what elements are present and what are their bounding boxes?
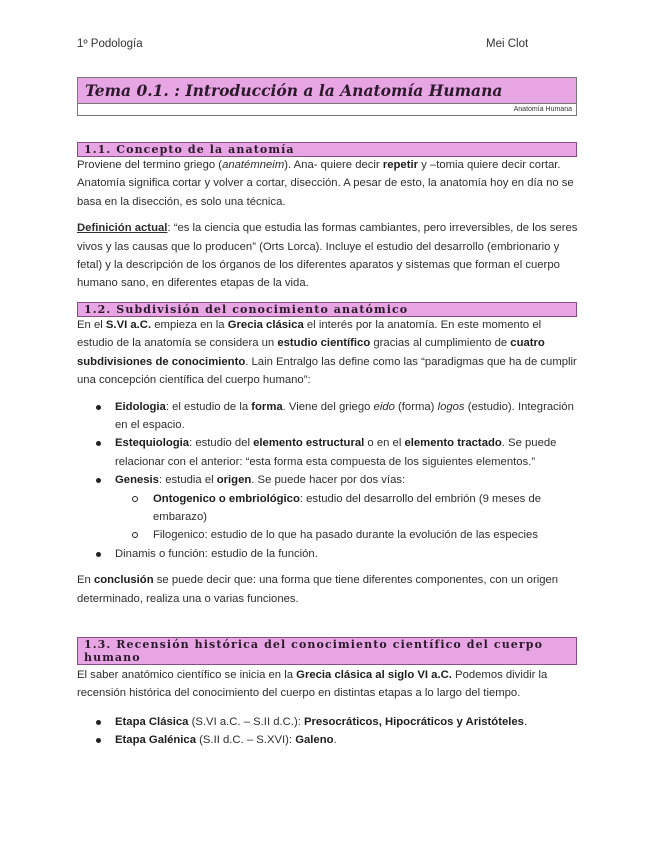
paragraph: En el S.VI a.C. empieza en la Grecia clásica el interés por la anatomía. En este momento el estudio de la anatomía se considera un estudio científico gracias al cumplimiento de cuatro subdivisiones de conocimiento. Lain Entralgo las define como las “paradigmas que ha de cumplir una concepción científica del cuerpo humano”:: [77, 319, 577, 387]
list-item: Genesis: estudia el origen. Se puede hacer por dos vías: Ontogenico o embriológico: estudio del desarrollo del embrión (9 meses de embarazo) Filogenico: estudio de lo que ha pasado durante la evolución de las especies: [77, 471, 580, 545]
list-item: Etapa Clásica (S.VI a.C. – S.II d.C.): Presocráticos, Hipocráticos y Aristóteles.: [77, 713, 580, 731]
section-heading-1-2: 1.2. Subdivisión del conocimiento anatómico: [77, 302, 577, 317]
definition-paragraph: Definición actual: “es la ciencia que estudia las formas cambiantes, pero irreversibles, de los seres vivos y las causas que lo producen” (Orts Lorca). Incluye el estudio del desarrollo (embrionario y fetal) y la descripción de los órganos de los diferentes aparatos y sistemas que forman el cuerpo humano sano, en diferentes etapas de la vida.: [77, 222, 578, 290]
list-item: Eidologia: el estudio de la forma. Viene del griego eido (forma) logos (estudio). Integración en el espacio.: [77, 398, 580, 435]
paragraph: El saber anatómico científico se inicia en la Grecia clásica al siglo VI a.C. Podemos dividir la recensión histórica del conocimiento del cuerpo en distintas etapas a lo largo del tiempo.: [77, 669, 548, 700]
list-item: Etapa Galénica (S.II d.C. – S.XVI): Galeno.: [77, 731, 580, 749]
conclusion-paragraph: En conclusión se puede decir que: una forma que tiene diferentes componentes, con un origen determinado, realiza una o varias funciones.: [77, 574, 559, 605]
list-item: Estequiologia: estudio del elemento estructural o en el elemento tractado. Se puede relacionar con el anterior: “esta forma esta compuesta de los siguientes elementos.”: [77, 434, 580, 471]
sublist-item: Filogenico: estudio de lo que ha pasado durante la evolución de las especies: [115, 526, 580, 544]
author-label: Mei Clot: [486, 38, 529, 50]
definition-label: Definición actual: [77, 222, 168, 235]
topic-title-box: [77, 77, 577, 116]
list-item: Dinamis o función: estudio de la función.: [77, 545, 580, 563]
topic-subtitle: Anatomía Humana: [513, 106, 572, 113]
section-1-2-body: [77, 316, 580, 608]
topic-title: Tema 0.1. : Introducción a la Anatomía Humana: [78, 78, 576, 104]
sublist-item: Ontogenico o embriológico: estudio del desarrollo del embrión (9 meses de embarazo): [115, 490, 580, 527]
section-heading-1-3: 1.3. Recensión histórica del conocimiento científico del cuerpo humano: [77, 637, 577, 665]
subdivision-list: [77, 398, 580, 564]
history-list: [77, 713, 580, 750]
sublist: [115, 490, 580, 545]
section-1-1-body: [77, 156, 580, 293]
section-1-3-body: [77, 666, 580, 750]
paragraph: Proviene del termino griego (anatémneim). Ana- quiere decir repetir y –tomia quiere decir cortar. Anatomía significa cortar y volver a cortar, disección. A pesar de esto, la anatomía hoy en día no se basa en la disección, es solo una técnica.: [77, 159, 574, 208]
section-heading-1-1: 1.1. Concepto de la anatomía: [77, 142, 577, 157]
course-label: 1º Podología: [77, 38, 143, 50]
